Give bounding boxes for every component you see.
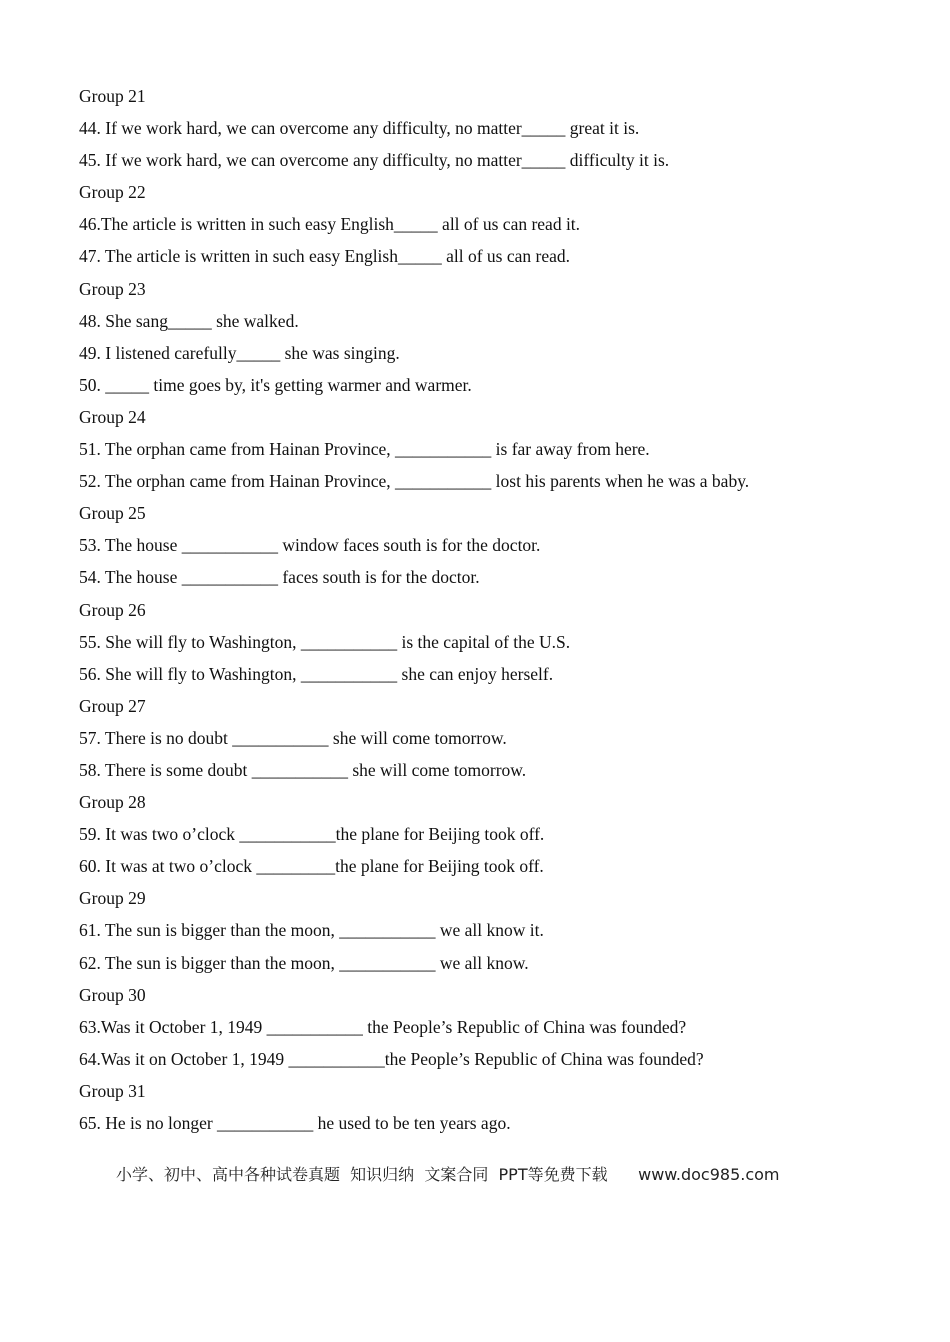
group-heading: Group 22	[79, 182, 146, 203]
question-47: 47. The article is written in such easy English_____ all of us can read.	[79, 246, 571, 267]
group-heading: Group 27	[79, 695, 146, 716]
question-48: 48. She sang_____ she walked.	[79, 310, 299, 331]
question-57: 57. There is no doubt ___________ she will come tomorrow.	[79, 727, 507, 748]
question-58: 58. There is some doubt ___________ she will come tomorrow.	[79, 759, 527, 780]
question-45: 45. If we work hard, we can overcome any difficulty, no matter_____ difficulty it is.	[79, 150, 670, 171]
question-46: 46.The article is written in such easy English_____ all of us can read it.	[79, 214, 581, 235]
question-54: 54. The house ___________ faces south is for the doctor.	[79, 567, 480, 588]
question-64: 64.Was it on October 1, 1949 ___________the People’s Republic of China was founded?	[79, 1048, 704, 1069]
question-50: 50. _____ time goes by, it's getting warmer and warmer.	[79, 374, 472, 395]
question-63: 63.Was it October 1, 1949 ___________ the People’s Republic of China was founded?	[79, 1016, 687, 1037]
question-44: 44. If we work hard, we can overcome any difficulty, no matter_____ great it is.	[79, 118, 640, 139]
question-65: 65. He is no longer ___________ he used to be ten years ago.	[79, 1113, 511, 1133]
question-52: 52. The orphan came from Hainan Province, ___________ lost his parents when he was a baby.	[79, 471, 750, 492]
group-heading: Group 31	[79, 1080, 146, 1101]
question-56: 56. She will fly to Washington, ___________ she can enjoy herself.	[79, 663, 554, 684]
question-53: 53. The house ___________ window faces south is for the doctor.	[79, 535, 541, 556]
group-heading: Group 30	[79, 984, 146, 1005]
question-49: 49. I listened carefully_____ she was singing.	[79, 342, 400, 363]
question-59: 59. It was two o’clock ___________the plane for Beijing took off.	[79, 824, 545, 845]
group-heading: Group 24	[79, 406, 146, 427]
page-footer: 小学、初中、高中各种试卷真题 知识归纳 文案合同 PPT等免费下载 www.doc985.com	[116, 1165, 780, 1184]
group-heading: Group 23	[79, 278, 146, 299]
worksheet-body	[79, 80, 879, 1139]
question-60: 60. It was at two o’clock _________the plane for Beijing took off.	[79, 856, 544, 877]
question-62: 62. The sun is bigger than the moon, ___________ we all know.	[79, 952, 529, 973]
group-heading: Group 25	[79, 503, 146, 524]
question-61: 61. The sun is bigger than the moon, ___________ we all know it.	[79, 920, 544, 941]
group-heading: Group 26	[79, 599, 146, 620]
group-heading: Group 28	[79, 792, 146, 813]
group-heading: Group 29	[79, 888, 146, 909]
group-heading: Group 21	[79, 86, 146, 106]
question-51: 51. The orphan came from Hainan Province, ___________ is far away from here.	[79, 439, 650, 460]
question-55: 55. She will fly to Washington, ___________ is the capital of the U.S.	[79, 631, 571, 652]
